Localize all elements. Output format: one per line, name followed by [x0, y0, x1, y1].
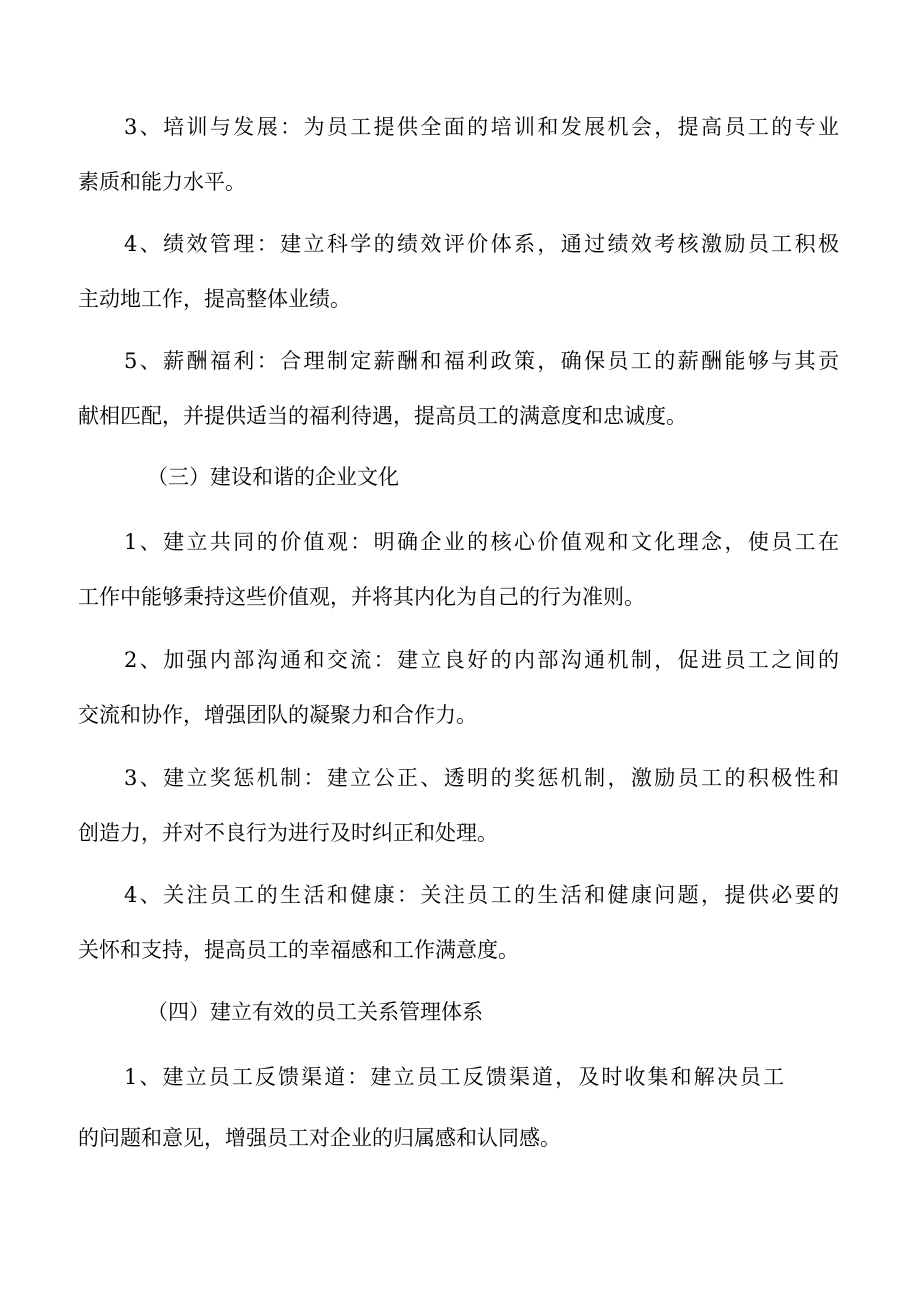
culture-2-line-2: 交流和协作，增强团队的凝聚力和合作力。 [78, 703, 477, 727]
section-heading-3: （三）建设和谐的企业文化 [147, 465, 399, 489]
culture-4-line-1: 4、关注员工的生活和健康：关注员工的生活和健康问题，提供必要的 [124, 883, 839, 907]
culture-3-line-1: 3、建立奖惩机制：建立公正、透明的奖惩机制，激励员工的积极性和 [124, 766, 839, 790]
paragraph-4-line-1: 4、绩效管理：建立科学的绩效评价体系，通过绩效考核激励员工积极 [124, 232, 839, 256]
culture-2-line-1: 2、加强内部沟通和交流：建立良好的内部沟通机制，促进员工之间的 [124, 648, 839, 672]
section-heading-4: （四）建立有效的员工关系管理体系 [147, 1000, 483, 1024]
paragraph-3-line-1: 3、培训与发展：为员工提供全面的培训和发展机会，提高员工的专业 [124, 115, 839, 139]
paragraph-3-line-2: 素质和能力水平。 [78, 170, 246, 194]
paragraph-5-line-2: 献相匹配，并提供适当的福利待遇，提高员工的满意度和忠诚度。 [78, 404, 687, 428]
culture-1-line-1: 1、建立共同的价值观：明确企业的核心价值观和文化理念，使员工在 [124, 530, 839, 554]
relations-1-line-1: 1、建立员工反馈渠道：建立员工反馈渠道，及时收集和解决员工 [124, 1065, 784, 1089]
relations-1-line-2: 的问题和意见，增强员工对企业的归属感和认同感。 [78, 1126, 561, 1150]
culture-4-line-2: 关怀和支持，提高员工的幸福感和工作满意度。 [78, 938, 519, 962]
culture-1-line-2: 工作中能够秉持这些价值观，并将其内化为自己的行为准则。 [78, 585, 645, 609]
paragraph-4-line-2: 主动地工作，提高整体业绩。 [78, 287, 351, 311]
culture-3-line-2: 创造力，并对不良行为进行及时纠正和处理。 [78, 821, 498, 845]
paragraph-5-line-1: 5、薪酬福利：合理制定薪酬和福利政策，确保员工的薪酬能够与其贡 [124, 349, 839, 373]
